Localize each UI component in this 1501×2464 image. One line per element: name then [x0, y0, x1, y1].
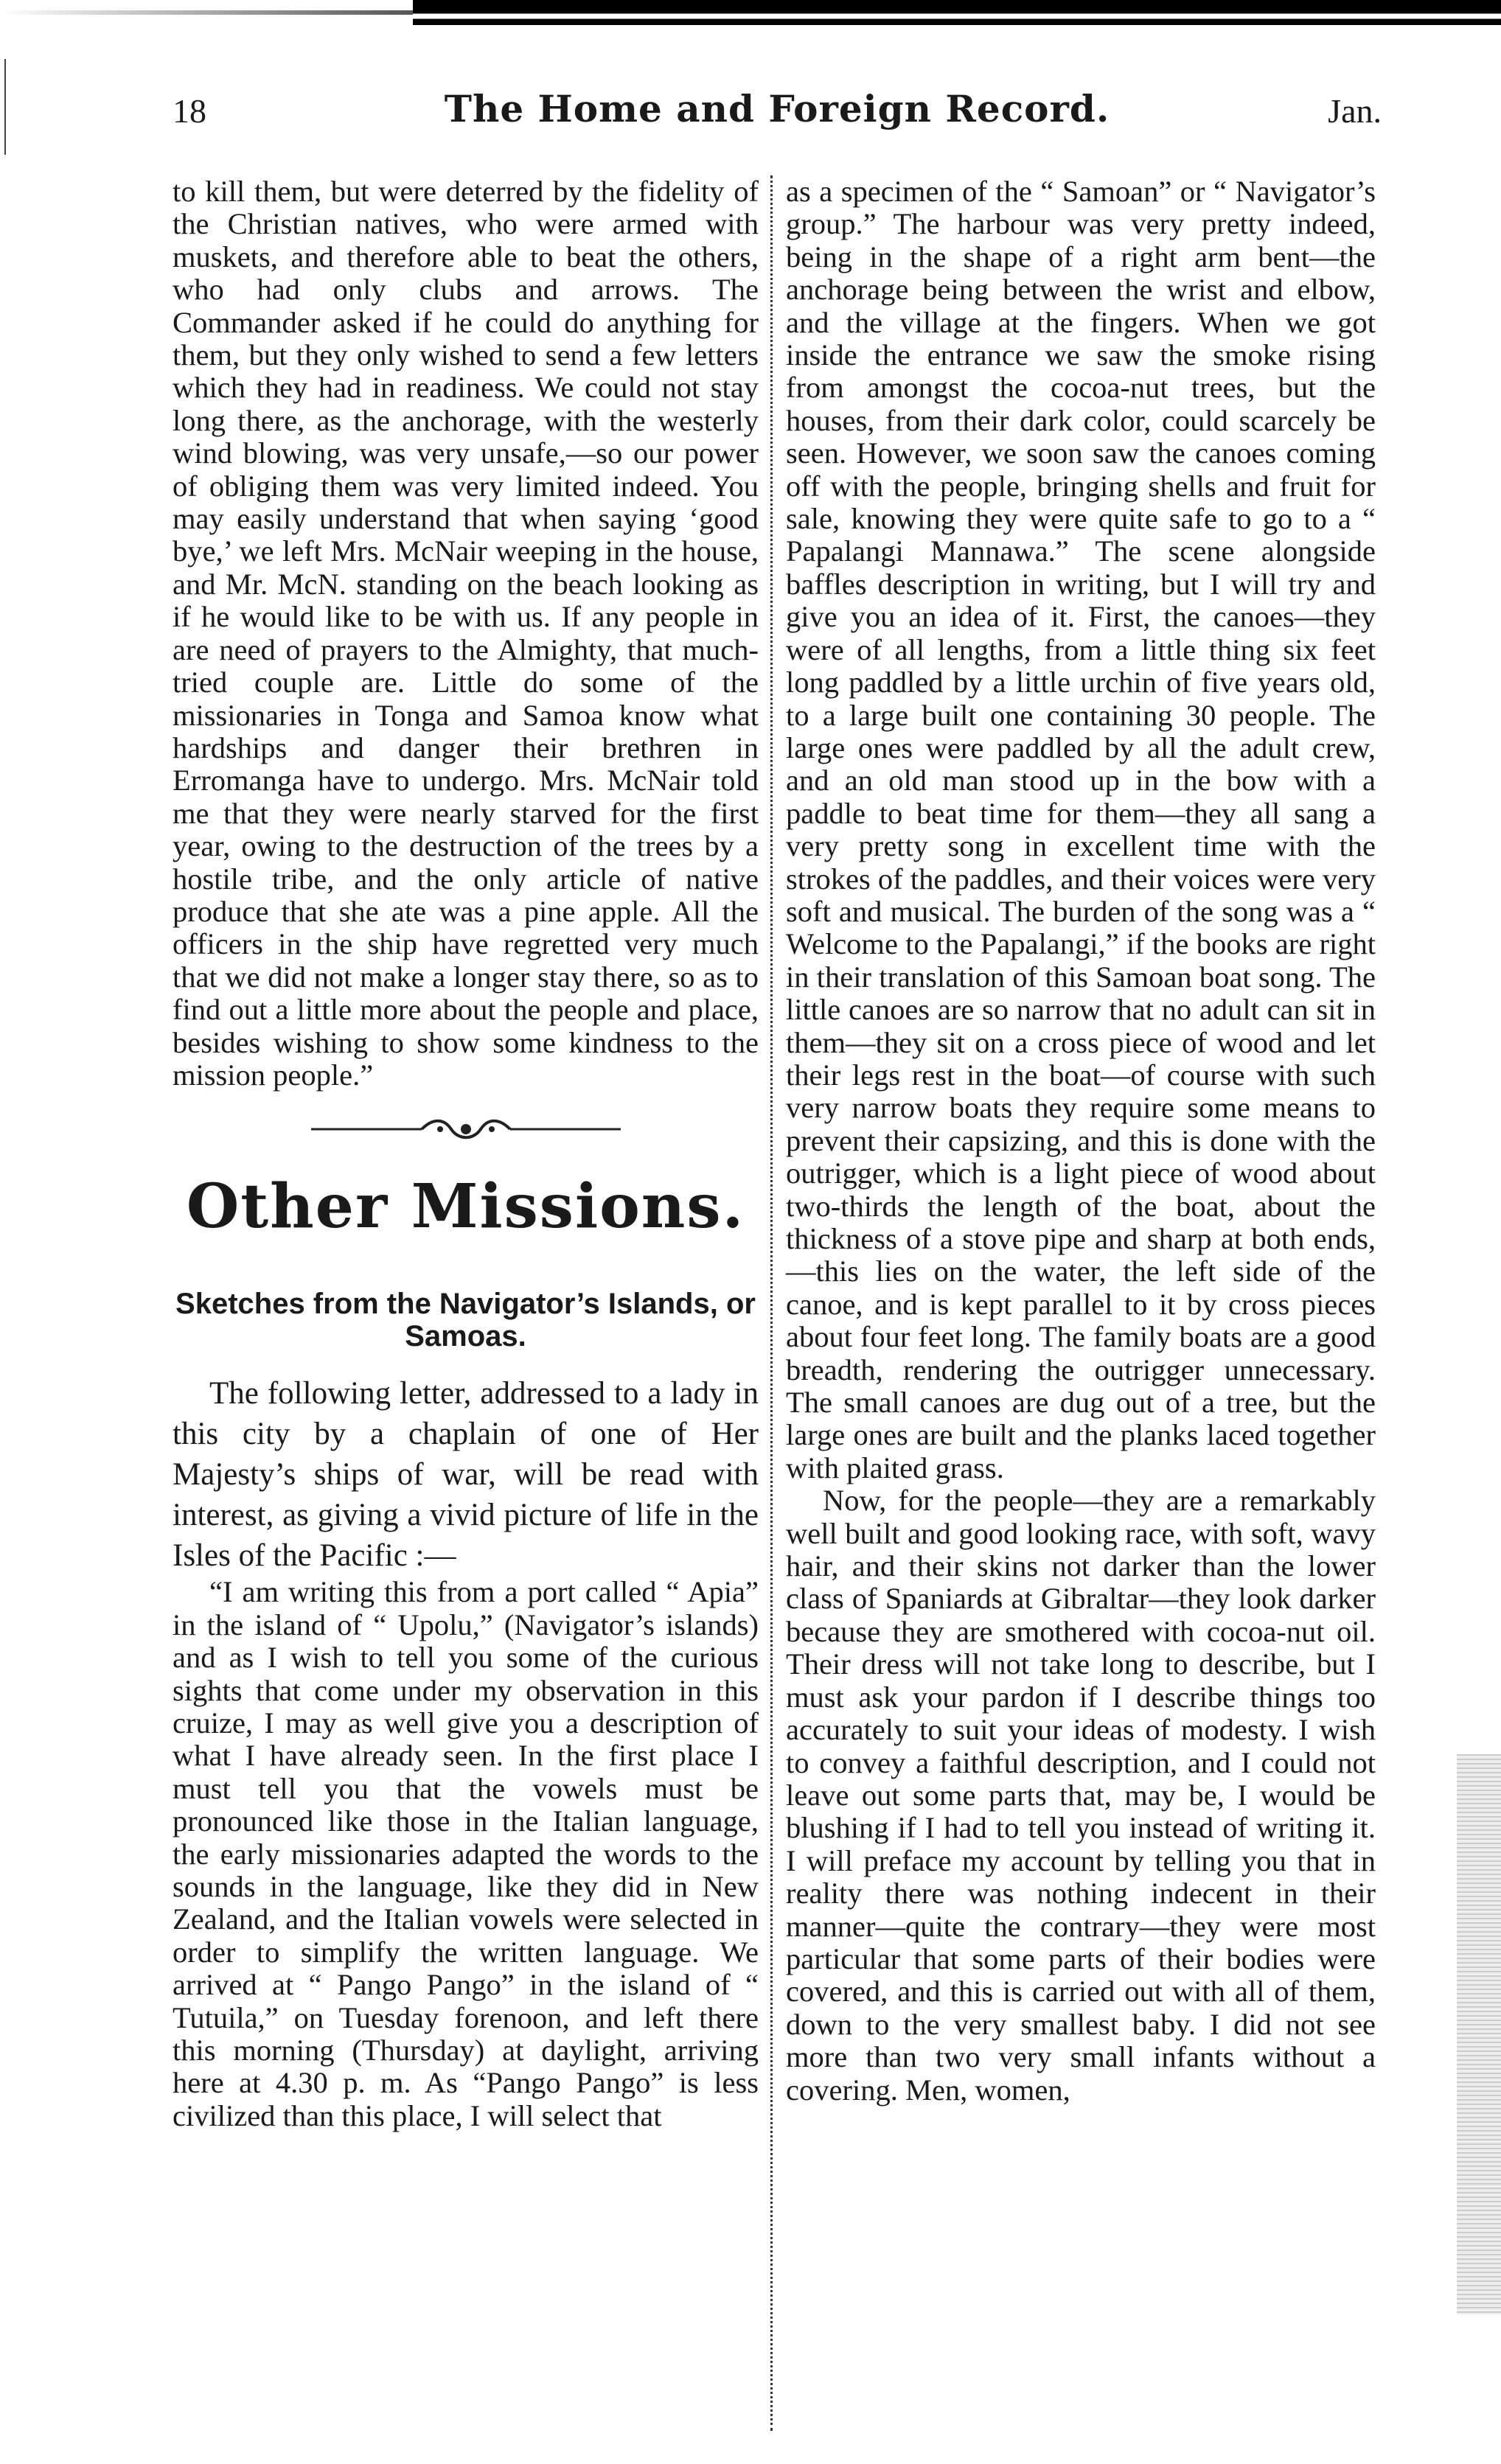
page-number: 18 — [173, 92, 206, 130]
intro-paragraph: The following letter, addressed to a lady in this city by a chaplain of one of Her Majesty’s ships of war, will be read with interest, as giving a vivid picture of life in the Isles of the Pacific :— — [173, 1376, 759, 1574]
top-rule — [413, 0, 1501, 25]
running-title: The Home and Foreign Record. — [444, 87, 1110, 130]
ornament-divider — [311, 1117, 621, 1142]
binding-edge-marks — [4, 59, 9, 155]
column-divider — [770, 175, 773, 2431]
section-heading: Other Missions. — [186, 1171, 745, 1243]
people-paragraph: Now, for the people—they are a remarkably well built and good looking race, with soft, wavy hair, and their skins not darker than the lower class of Spaniards at Gibraltar—they look darker because they are smothered with cocoa-nut oil. Their dress will not take long to describe, but I must ask your pardon if I describe things too accurately to suit your ideas of modesty. I wish to convey a faithful description, and I could not leave out some parts that, may be, I would be blushing if I had to tell you instead of writing it. I will preface my account by telling you that in reality there was nothing indecent in their manner—quite the contrary—they were most particular that some parts of their bodies were covered, and this is carried out with all of them, down to the very smallest baby. I did not see more than two very small infants without a covering. Men, women, — [786, 1484, 1376, 2107]
continued-paragraph: to kill them, but were deterred by the fidelity of the Christian natives, who were armed with muskets, and therefore able to beat the others, who had only clubs and arrows. The Commander asked if he could do anything for them, but they only wished to send a few letters which they had in readiness. We could not stay long there, as the anchorage, with the westerly wind blowing, was very unsafe,—so our power of obliging them was very limited indeed. You may easily understand that when saying ‘good bye,’ we left Mrs. McNair weeping in the house, and Mr. McN. standing on the beach looking as if he would like to be with us. If any people in are need of prayers to the Almighty, that much-tried couple are. Little do some of the missionaries in Tonga and Samoa know what hardships and danger their brethren in Erromanga have to undergo. Mrs. McNair told me that they were nearly starved for the first year, owing to the destruction of the trees by a hostile tribe, and the only article of native produce that she ate was a pine apple. All the officers in the ship have regretted very much that we did not make a longer stay there, so as to find out a little more about the people and place, besides wishing to show some kindness to the mission people.” — [173, 175, 759, 1092]
letter-paragraph: “I am writing this from a port called “ Apia” in the island of “ Upolu,” (Navigator’s islands) and as I wish to tell you some of the curious sights that come under my observation in this cruize, I may as well give you a description of what I have already seen. In the first place I must tell you that the vowels must be pronounced like those in the Italian language, the early missionaries adapted the words to the sounds in the language, like they did in New Zealand, and the Italian vowels were selected in order to simplify the written language. We arrived at “ Pango Pango” in the island of “ Tutuila,” on Tuesday forenoon, and left there this morning (Thursday) at daylight, arriving here at 4.30 p. m. As “Pango Pango” is less civilized than this place, I will select that — [173, 1575, 759, 2132]
left-column — [173, 175, 759, 2132]
letter-continuation-paragraph: as a specimen of the “ Samoan” or “ Navigator’s group.” The harbour was very pretty indeed, being in the shape of a right arm bent—the anchorage being between the wrist and elbow, and the village at the fingers. When we got inside the entrance we saw the smoke rising from amongst the cocoa-nut trees, but the houses, from their dark color, could scarcely be seen. However, we soon saw the canoes coming off with the people, bringing shells and fruit for sale, knowing they were quite safe to go to a “ Papalangi Mannawa.” The scene alongside baffles description in writing, but I will try and give you an idea of it. First, the canoes—they were of all lengths, from a little thing six feet long paddled by a little urchin of five years old, to a large built one containing 30 people. The large ones were paddled by all the adult crew, and an old man stood up in the bow with a paddle to beat time for them—they all sang a very pretty song in excellent time with the strokes of the paddles, and their voices were very soft and musical. The burden of the song was a “ Welcome to the Papalangi,” if the books are right in their translation of this Samoan boat song. The little canoes are so narrow that no adult can sit in them—they sit on a cross piece of wood and let their legs rest in the boat—of course with such very narrow boats they require some means to prevent their capsizing, and this is done with the outrigger, which is a light piece of wood about two-thirds the length of the boat, about the thickness of a stove pipe and sharp at both ends,—this lies on the water, the left side of the canoe, and is kept parallel to it by cross pieces about four feet long. The family boats are a good breadth, rendering the outrigger unnecessary. The small canoes are dug out of a tree, but the large ones are built and the planks laced together with plaited grass. — [786, 175, 1376, 1484]
right-column — [786, 175, 1376, 2107]
top-rule-fade — [0, 10, 413, 15]
scan-edge-artifact — [1457, 1754, 1501, 2314]
article-title: Sketches from the Navigator’s Islands, or Samoas. — [175, 1288, 756, 1353]
issue-month: Jan. — [1328, 92, 1382, 130]
page-header — [173, 87, 1382, 146]
